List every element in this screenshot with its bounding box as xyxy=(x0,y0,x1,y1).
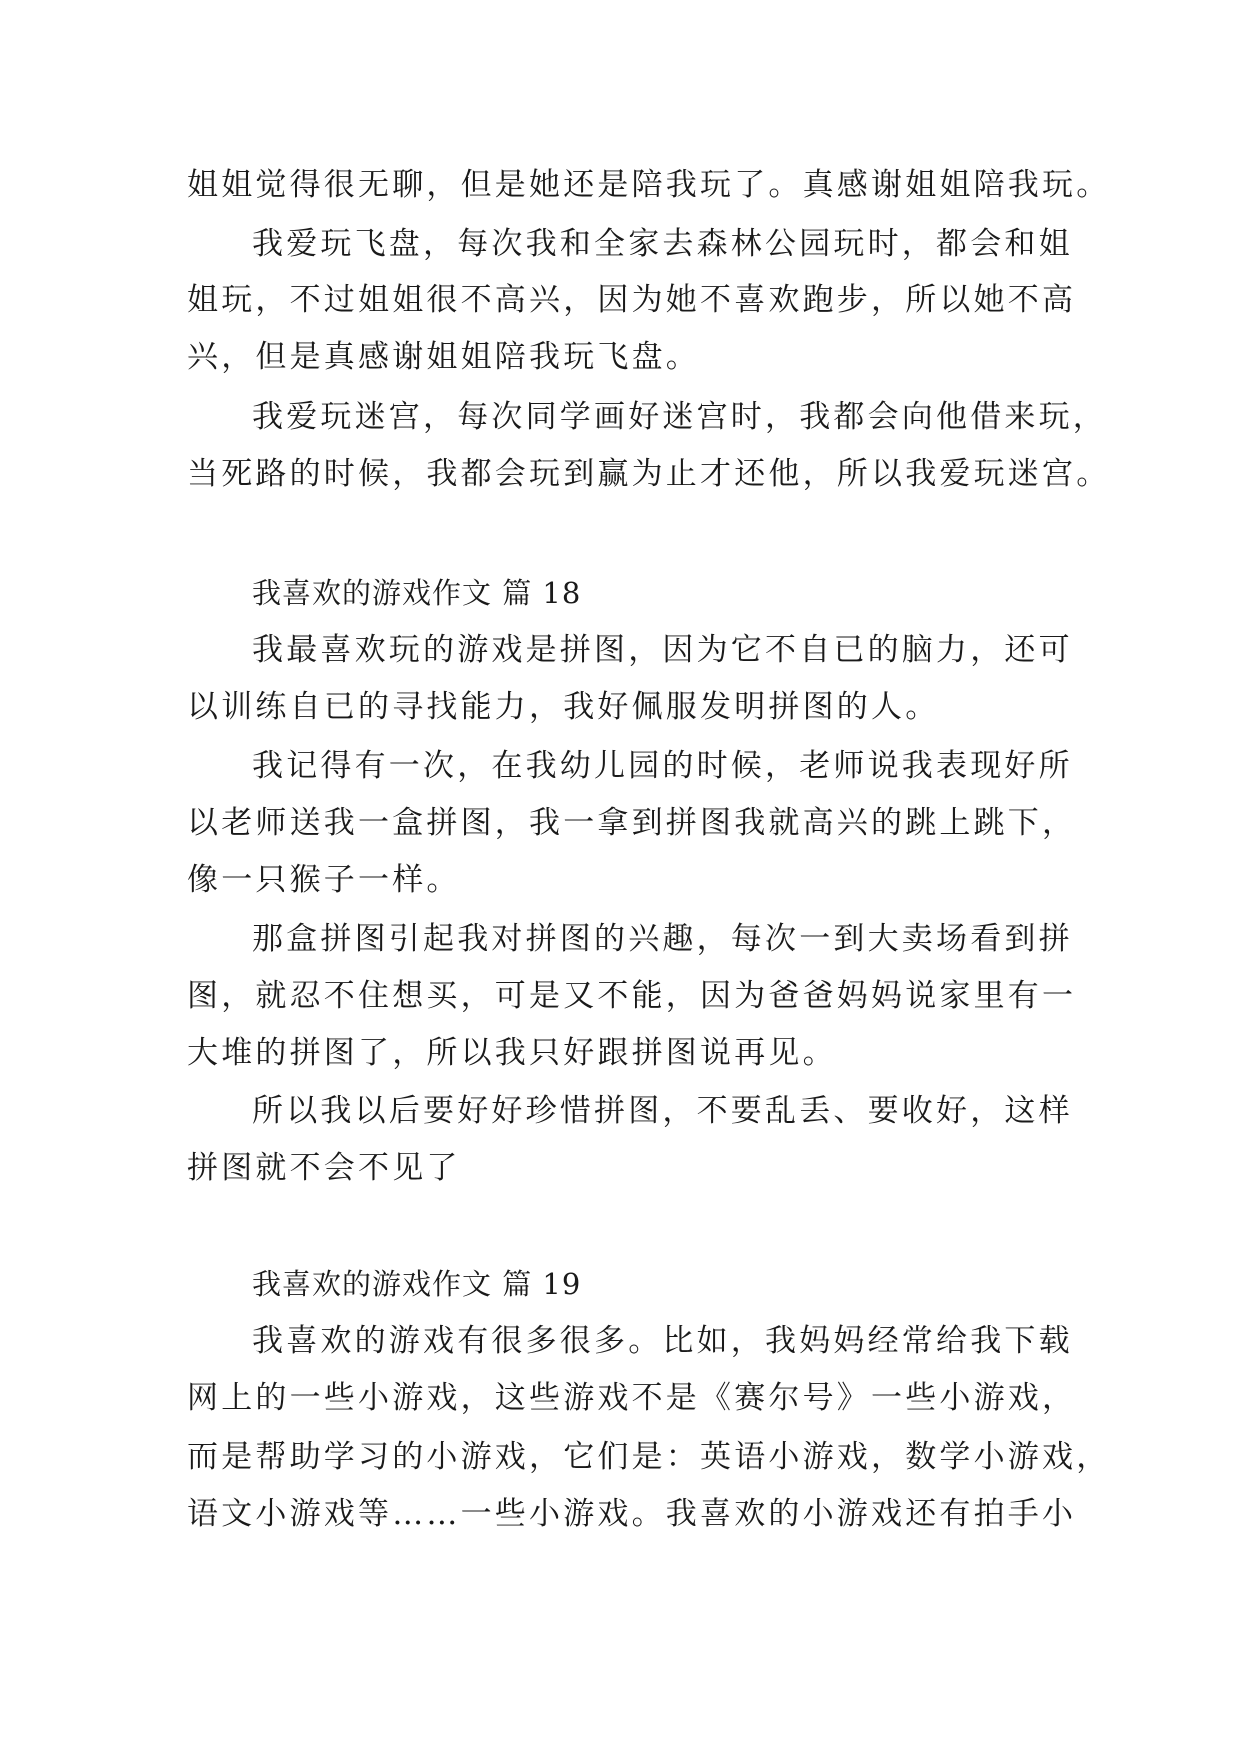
text-line: 图，就忍不住想买，可是又不能，因为爸爸妈妈说家里有一 xyxy=(187,978,1077,1014)
section-heading-18: 我喜欢的游戏作文 篇 18 xyxy=(252,576,582,610)
text-line: 以老师送我一盒拼图，我一拿到拼图我就高兴的跳上跳下， xyxy=(187,805,1077,841)
paragraph-first-line: 我记得有一次，在我幼儿园的时候，老师说我表现好所 xyxy=(252,748,1073,784)
text-line: 兴，但是真感谢姐姐陪我玩飞盘。 xyxy=(187,339,700,375)
paragraph-first-line: 所以我以后要好好珍惜拼图，不要乱丢、要收好，这样 xyxy=(252,1093,1073,1129)
text-line: 大堆的拼图了，所以我只好跟拼图说再见。 xyxy=(187,1035,837,1071)
section-heading-19: 我喜欢的游戏作文 篇 19 xyxy=(252,1267,582,1301)
paragraph-first-line: 我爱玩飞盘，每次我和全家去森林公园玩时，都会和姐 xyxy=(252,226,1073,262)
text-line: 姐玩，不过姐姐很不高兴，因为她不喜欢跑步，所以她不高 xyxy=(187,282,1077,318)
text-line: 而是帮助学习的小游戏，它们是：英语小游戏，数学小游戏， xyxy=(187,1439,1111,1475)
text-line: 像一只猴子一样。 xyxy=(187,862,461,898)
paragraph-first-line: 我喜欢的游戏有很多很多。比如，我妈妈经常给我下载 xyxy=(252,1323,1073,1359)
paragraph-first-line: 我最喜欢玩的游戏是拼图，因为它不自已的脑力，还可 xyxy=(252,632,1073,668)
text-line: 拼图就不会不见了 xyxy=(187,1150,461,1186)
text-line: 当死路的时候，我都会玩到赢为止才还他，所以我爱玩迷宫。 xyxy=(187,456,1111,492)
text-line: 语文小游戏等……一些小游戏。我喜欢的小游戏还有拍手小 xyxy=(187,1496,1077,1532)
text-line: 姐姐觉得很无聊，但是她还是陪我玩了。真感谢姐姐陪我玩。 xyxy=(187,167,1111,203)
paragraph-first-line: 那盒拼图引起我对拼图的兴趣，每次一到大卖场看到拼 xyxy=(252,921,1073,957)
text-line: 以训练自已的寻找能力，我好佩服发明拼图的人。 xyxy=(187,689,940,725)
paragraph-first-line: 我爱玩迷宫，每次同学画好迷宫时，我都会向他借来玩， xyxy=(252,399,1107,435)
text-line: 网上的一些小游戏，这些游戏不是《赛尔号》一些小游戏， xyxy=(187,1380,1077,1416)
